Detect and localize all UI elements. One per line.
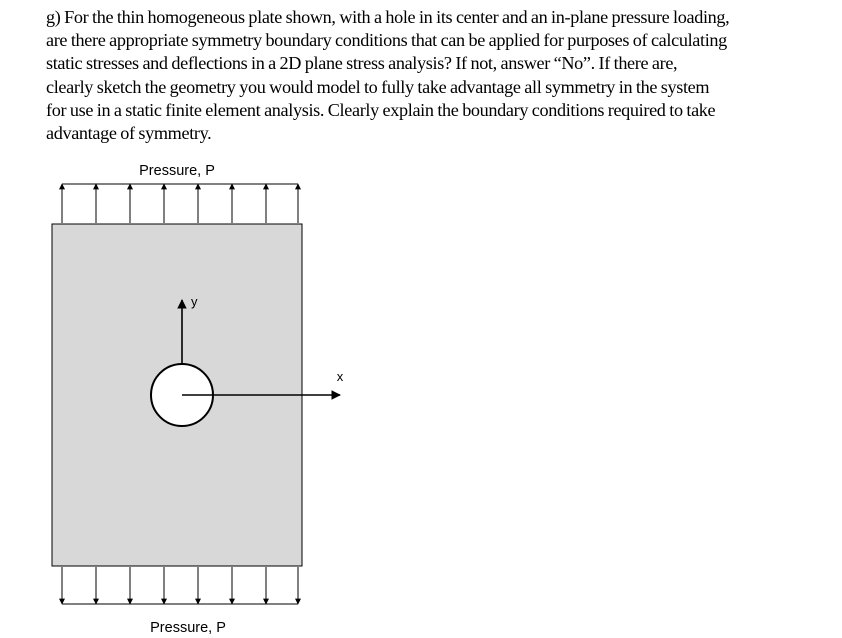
y-axis-label: y	[191, 294, 198, 309]
question-line: for use in a static finite element analysis. Clearly explain the boundary conditions required to take	[46, 99, 716, 120]
x-axis-label: x	[336, 369, 344, 384]
question-line: are there appropriate symmetry boundary conditions that can be applied for purposes of calculating	[46, 30, 727, 51]
question-line: g) For the thin homogeneous plate shown, with a hole in its center and an in-plane pressure loading,	[46, 7, 730, 27]
question-line: clearly sketch the geometry you would model to fully take advantage all symmetry in the system	[46, 76, 710, 97]
top-pressure-label: Pressure, P	[139, 163, 215, 179]
bottom-pressure-arrows	[62, 567, 298, 604]
question-line: static stresses and deflections in a 2D plane stress analysis? If not, answer “No”. If there are,	[46, 53, 678, 74]
question-line: advantage of symmetry.	[46, 123, 212, 144]
bottom-pressure-label: Pressure, P	[150, 620, 226, 636]
top-pressure-arrows	[62, 184, 298, 223]
